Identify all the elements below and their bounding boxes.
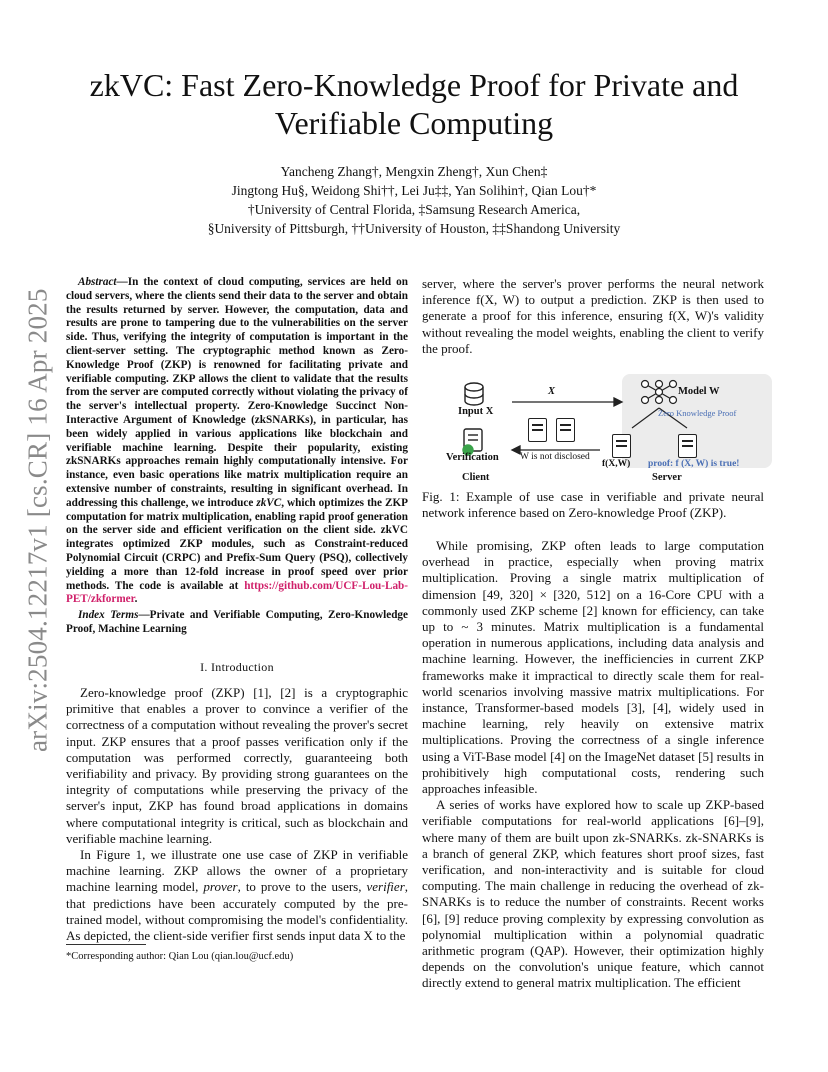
code-link[interactable]: https://github.com/UCF-Lou-Lab-PET/zkformer [66, 579, 408, 606]
intro-p2-prover: prover [203, 879, 238, 895]
affiliations-line-2: §University of Pittsburgh, ††University of Houston, ‡‡Shandong University [207, 221, 621, 236]
fig-fxw-label: f(X,W) [602, 459, 631, 469]
abstract-text-2: , which optimizes the ZKP computation for matrix multiplication, enabling rapid proof generation on the server side and efficient verification on the client side. zkVC integrates optimized ZKP modules, such as Constraint-reduced Polynomial Circuit (CRPC) and Prefix-Sum Query (PSQ), collectively yielding a more than 12-fold increase in proof speed over prior methods. The code is available at [66, 496, 409, 592]
document-icon-1 [528, 418, 547, 442]
fig-not-disclosed: W is not disclosed [520, 452, 590, 462]
section-heading: I. Introduction [200, 659, 274, 674]
figure-caption: Fig. 1: Example of use case in verifiable and private neural network inference based on Zero-knowledge Proof (ZKP). [422, 489, 764, 521]
affiliations-line-1: †University of Central Florida, ‡Samsung Research America, [247, 202, 581, 217]
intro-p2-part-a: In Figure 1, we illustrate one use case of ZKP in verifiable machine learning. ZKP allows the owner of a proprietary machine learning model, [66, 846, 408, 895]
index-terms [66, 609, 408, 637]
fig-x-label: X [548, 386, 556, 397]
footnote: *Corresponding author: Qian Lou (qian.lou@ucf.edu) [66, 951, 294, 962]
fig-verification-label: Verification [446, 452, 499, 463]
fig-input-label: Input X [458, 406, 494, 417]
right-column-body [422, 538, 764, 992]
database-icon [465, 383, 483, 405]
figure-graphics [442, 374, 772, 486]
intro-p2-part-b: , to prove to the users, [237, 879, 367, 895]
abstract-text: —In the context of cloud computing, services are held on cloud servers, where the clients send their data to the server and obtain the results returned by server. However, the computation, data and results are prone to tampering due to the vulnerabilities on the server side. Thus, verifying the integrity of computation is important in the client-server setting. The cryptographic method known as Zero-Knowledge Proof (ZKP) is renowned for facilitating private and verifiable computing. ZKP allows the client to validate that the results from the server are computed correctly without violating the privacy of the server's intellectual property. Zero-Knowledge Succinct Non-Interactive Argument of Knowledge (zkSNARKs), in particular, has been widely applied in various applications like blockchain and verifiable machine learning. Despite their popularity, existing zkSNARKs approaches remain highly computationally intensive. For instance, even basic operations like matrix multiplication require an extensive number of constraints, resulting in significant overhead. In addressing this challenge, we introduce [66, 276, 408, 509]
abstract-label: Abstract [78, 276, 117, 288]
authors-line-1: Yancheng Zhang†, Mengxin Zheng†, Xun Chen‡ [280, 164, 548, 179]
author-block [100, 162, 728, 238]
intro-paragraph-1: Zero-knowledge proof (ZKP) [1], [2] is a cryptographic primitive that enables a prover to convince a verifier of the correctness of a computation without revealing the prover's secret input. ZKP ensures that a proof passes verification only if the computation was performed correctly, guaranteeing both verifiability and privacy. By providing strong guarantees on the integrity of computations while preserving the privacy of the server's input, ZKP has found broad applications in domains where computational integrity is critical, such as blockchain and verifiable machine learning. [66, 684, 408, 846]
abstract-end: . [134, 593, 138, 606]
footnote-rule [66, 944, 146, 945]
arrow-x [512, 398, 622, 406]
title-line-1: zkVC: Fast Zero-Knowledge Proof for Private and [89, 67, 739, 103]
arxiv-watermark: arXiv:2504.12217v1 [cs.CR] 16 Apr 2025 [22, 288, 53, 752]
document-icon-proof [678, 434, 697, 458]
fig-client-label: Client [462, 472, 490, 483]
right-paragraph-1: While promising, ZKP often leads to large computation overhead in practice, especially when proving matrix multiplication. Proving a single matrix multiplication of dimension [49, 320] × [320, 512] on a 16-Core CPU with a commonly used ZKP scheme [2] known for efficiency, can take up to ~ 3 minutes. Matrix multiplication is a fundamental operation in numerous applications, including data analysis and machine learning. However, the inefficiencies in current ZKP frameworks make it impractical to directly scale them for real-world scenarios involving massive matrix multiplications. For instance, Transformer-based models [3], [4], widely used in machine learning, rely heavily on extensive matrix multiplications. Proving the correctness of a single inference using a ViT-Base model [4] on the ImageNet dataset [5] results in prohibitively high computational costs, rendering such approaches infeasible. [422, 538, 764, 797]
index-terms-text: —Private and Verifiable Computing, Zero-Knowledge Proof, Machine Learning [66, 609, 408, 635]
fig-server-label: Server [652, 472, 682, 483]
right-paragraph-2: A series of works have explored how to scale up ZKP-based verifiable computations for real-world applications [6]–[9], where many of them are built upon zk-SNARKs. zk-SNARKs is a branch of general ZKP, which features short proof sizes, fast verification, and non-interactivity and is suitable for cloud computing. The main challenge in reducing the overhead of zk-SNARKs is to reduce the number of constraints. Recent works [6], [9] reduce proving complexity by expressing convolution as polynomial multiplication within a polynomial quadratic arithmetic program (QAP). However, their optimization highly depends on the convolution's unique feature, which cannot directly extend to general matrix multiplication. The efficient [422, 797, 764, 991]
abstract-zkvc: zkVC [256, 496, 282, 509]
right-column-top [422, 276, 764, 357]
fig-zk-label: Zero Knowledge Proof [658, 408, 737, 418]
fig-model-label: Model W [678, 386, 720, 397]
figure-1 [442, 374, 772, 486]
abstract [66, 276, 408, 607]
index-terms-label: Index Terms [78, 609, 139, 622]
left-column [66, 276, 408, 944]
authors-line-2: Jingtong Hu§, Weidong Shi††, Lei Ju‡‡, Yan Solihin†, Qian Lou†* [231, 183, 597, 198]
fig-proof-label: proof: f (X, W) is true! [648, 459, 740, 469]
document-icon-2 [556, 418, 575, 442]
right-paragraph-0: server, where the server's prover performs the neural network inference f(X, W) to output a prediction. ZKP is then used to generate a proof for this inference, ensuring f(X, W)'s validity without revealing the model weights, enabling the client to verify the proof. [422, 276, 764, 356]
intro-p2-verifier: verifier [366, 879, 405, 895]
network-icon [642, 381, 677, 404]
intro-paragraph-2 [66, 847, 408, 944]
paper-title [60, 66, 768, 142]
intro-p2-part-c: , that predictions have been accurately computed by the pre-trained model, without compromising the model's confidentiality. As depicted, the client-side verifier first sends input data X to the [66, 879, 408, 943]
title-line-2: Verifiable Computing [274, 105, 554, 141]
document-icon-fxw [612, 434, 631, 458]
